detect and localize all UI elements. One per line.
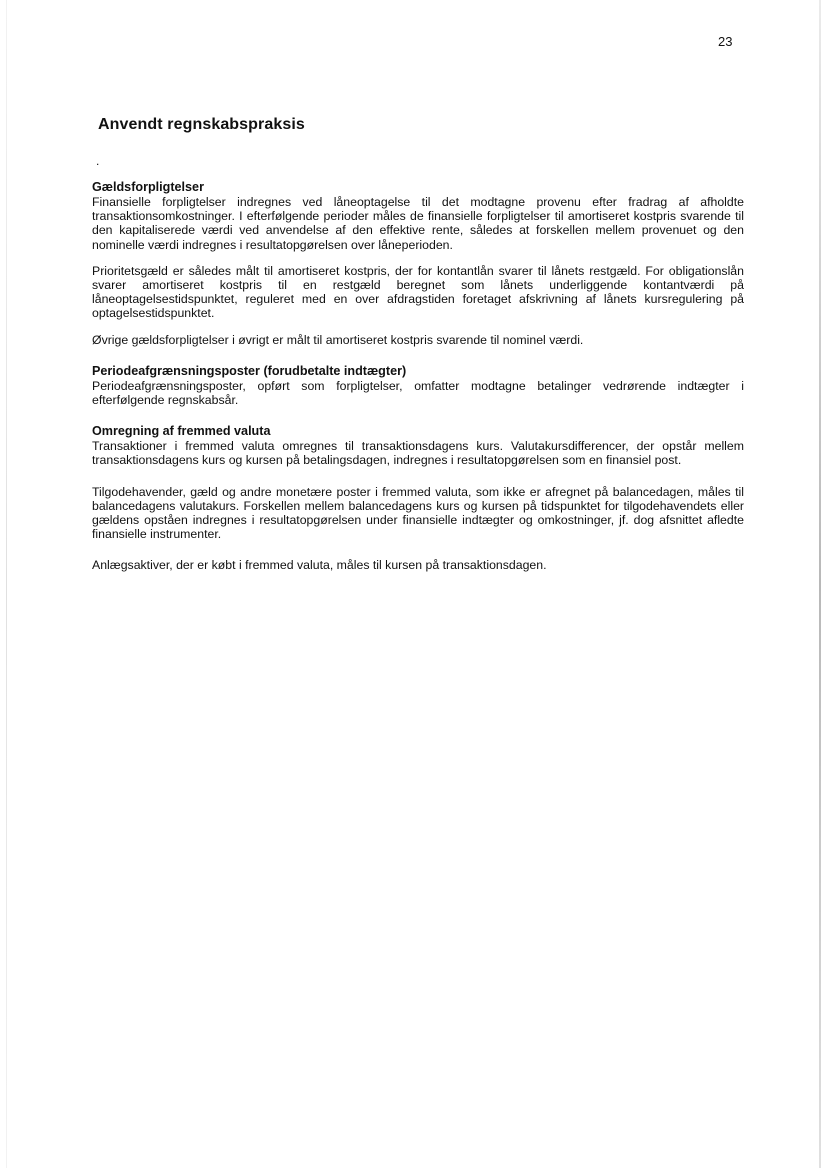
paragraph: Tilgodehavender, gæld og andre monetære poster i fremmed valuta, som ikke er afregnet på balancedagen, måles til balancedagens valutakurs. Forskellen mellem balancedagens kurs og kursen på tidspunktet for tilgodehavendets eller gældens opståen indregnes i resultatopgørelsen under finansielle indtægter og omkostninger, jf. dog afsnittet afledte finansielle instrumenter.: [92, 484, 744, 542]
paragraph: Finansielle forpligtelser indregnes ved låneoptagelse til det modtagne provenu efter fradrag af afholdte transaktionsomkostninger. I efterfølgende perioder måles de finansielle forpligtelser til amortiseret kostpris svarende til den kapitaliserede værdi ved anvendelse af den effektive rente, således at forskellen mellem provenuet og den nominelle værdi indregnes i resultatopgørelsen over låneperioden.: [92, 195, 744, 252]
paragraph: Prioritetsgæld er således målt til amortiseret kostpris, der for kontantlån svarer til lånets restgæld. For obligationslån svarer amortiseret kostpris til en restgæld beregnet som lånets underliggende kontantværdi på låneoptagelsestidspunktet, reguleret med en over afdragstiden foretaget afskrivning af lånets kursregulering på optagelsestidspunktet.: [92, 263, 744, 321]
stray-mark: .: [96, 154, 100, 168]
page-title: Anvendt regnskabspraksis: [98, 116, 305, 133]
section-heading-periodeafgraensningsposter: Periodeafgrænsningsposter (forudbetalte indtægter): [92, 363, 407, 378]
page-number: 23: [718, 34, 733, 49]
paragraph: Øvrige gældsforpligtelser i øvrigt er målt til amortiseret kostpris svarende til nominel værdi.: [92, 332, 584, 347]
section-heading-omregning-af-fremmed-valuta: Omregning af fremmed valuta: [92, 424, 271, 439]
scan-edge-left: [6, 0, 7, 1168]
scan-edge-right: [819, 0, 821, 1168]
paragraph: Periodeafgrænsningsposter, opført som forpligtelser, omfatter modtagne betalinger vedrørende indtægter i efterfølgende regnskabsår.: [92, 378, 744, 408]
document-body: [92, 180, 744, 573]
paragraph: Anlægsaktiver, der er købt i fremmed valuta, måles til kursen på transaktionsdagen.: [92, 558, 547, 573]
section-heading-gaeldsforpligtelser: Gældsforpligtelser: [92, 180, 204, 194]
paragraph: Transaktioner i fremmed valuta omregnes til transaktionsdagens kurs. Valutakursdifferencer, der opstår mellem transaktionsdagens kurs og kursen på betalingsdagen, indregnes i resultatopgørelsen som en finansiel post.: [92, 439, 744, 468]
